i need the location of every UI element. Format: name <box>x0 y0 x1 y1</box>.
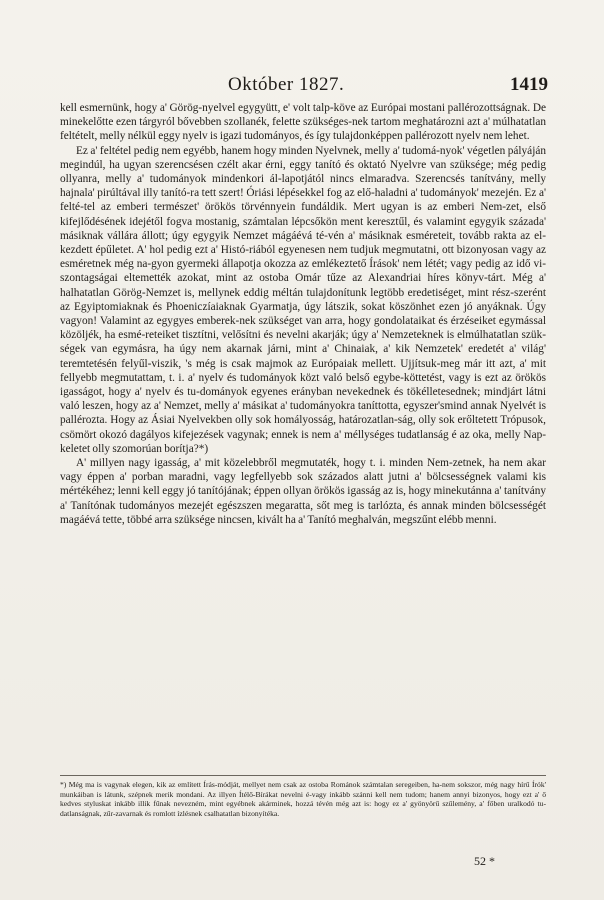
main-text <box>60 101 546 527</box>
page-number: 1419 <box>510 74 548 95</box>
footnote-divider <box>60 775 546 776</box>
footnote: *) Még ma is vagynak elegen, kik az említett Írás-módját, mellyet nem csak az ostoba Románok számtalan seregeiben, ha-nem sokszor, még nagy hírű Írók' munkáiban is látunk, szépnek merik mondani. Az illyen Ítélő-Bírákat nevelni é-vagy inkább szánni kell nem tudom; hanem annyi bizonyos, hogy ezt a' ő kedves styluskat inkább illik fűnak nevezném, mint egyébnek akárminek, hozzá tévén még azt is: hogy ez a' gyönyörű szűlemény, a' főben uralkodó tu-datlanságnak, zűr-zavarnak és romlott ízlésnek csalhatatlan bizonyítéka. <box>60 780 546 818</box>
page-header <box>0 74 604 98</box>
running-title: Október 1827. <box>228 74 345 95</box>
paragraph-3: A' millyen nagy igasság, a' mit közelebbről megmutaték, hogy t. i. minden Nem-zetnek, ha nem akar vagy éppen a' porban maradni, vagy legfellyebb sok százados alatt jutni a' bölcsességnek valami kis mértékéhez; lenni kell eggy jó tanítójának; éppen ollyan örökös igasság az is, hogy minekutánna a' tanítvány a' Tanítónak tudományos mezejét egészszen megaratta, sőt meg is tarlózta, és annak minden bölcsességét magáévá tette, többé arra szüksége nincsen, kivált ha a' Tanító meghalván, megszűnt elébb menni. <box>60 457 546 526</box>
signature-mark: 52 * <box>474 854 495 868</box>
paragraph-2: Ez a' feltétel pedig nem egyébb, hanem hogy minden Nyelvnek, melly a' tudomá-nyok' végetlen pályáján megindúl, ha ugyan szerencsésen czélt akar érni, eggy tanító és oktató Nyelvre van szüksége; még pedig ollyanra, melly a' tudományok mindenkori ál-lapotjától nincs elmaradva. Szerencsés tanítvány, melly hajnala' pirúltával illy tanító-ra tett szert! Óriási lépésekkel fog az elő-haladni a' tudományok' mezején. Ez a' felté-tel az emberi természet' örökös törvénnyein fundáldik. Mert ugyan is az emberi Nem-zet, első kifejlődésének idejétől fogva mostanig, számtalan lépcsőkön ment keresztűl, és valamint egygyik százada' másiknak vállára állott; úgy egygyik Nemzet mágáévá té-vén a' másiknak esméreteit, tovább rakta az el-kezdett épűletet. A' hol pedig ezt a' Histó-riából egyenesen nem tudjuk megmutatni, ott bizonyosan vagy az esméretnek még na-gyon gyermeki állapotja okozza az emlékeztető Írások' nem létét; vagy pedig az idő vi-szontagságai eltemették azokat, mint az ostoba Omár tűze az Alexandriai híres könyv-tárt. Még a' halhatatlan Görög-Nemzet is, mellynek eddig méltán tulajdonítunk legtöbb eredetiséget, mint rész-szerént az Egyiptomiaknak és Phoeniczíaiaknak Gyarmatja, úgy látszik, sokat köszönhet ezen jó anyáknak. Úgy vagyon! Valamint az egygyes emberek-nek szükséget van arra, hogy gondolataikat és érzéseiket egymással közöljék, ha esmé-reteiket tisztítni, velősítni és nevelni akarják; úgy a' Nemzeteknek is elmúlhatatlan szük-ségek van egymásra, ha úgy nem akarnak járni, mint a' Chinaiak, a' kik Nemzetek' eredetét a' világ' teremtetésén felyűl-viszik, 's még is csak majmok az Európaiak mellett. Ujjítsuk-meg már itt azt, a' mit fellyebb megmutattam, t. i. a' nyelv és tudományok közt való belső egybe-köttetést, vagy is ezt az örökös igasságot, hogy a' nyelv és tu-dományok egyenes erányban nevekednek és tökélletesednek; mindjárt látni való leszen, hogy az a' Nemzet, melly a' másikat a' tudományokra taníttotta, egyszer'smind annak Nyelvét is pallérozta. Hogy az Ásiai Nyelvekben olly sok homályosság, határozatlan-ság, olly sok erőltetett Trópusok, csömört okozó dagályos kifejezések vagynak; ennek is nem a' méllységes tudatlanság é az oka, melly Nap-keletet olly szomorúan borítja?*) <box>60 144 546 455</box>
paragraph-1: kell esmernünk, hogy a' Görög-nyelvel egygyütt, e' volt talp-köve az Európai mostani pallérozottságnak. De minekelőtte ezen tárgyról bővebben szollanék, felette szükséges-nek tartom meghatározni azt a' múlhatatlan feltételt, melly nélkül eggy nyelv is igazi tudományos, és így tulajdonképpen pallérozott nyelv nem lehet. <box>60 102 546 143</box>
